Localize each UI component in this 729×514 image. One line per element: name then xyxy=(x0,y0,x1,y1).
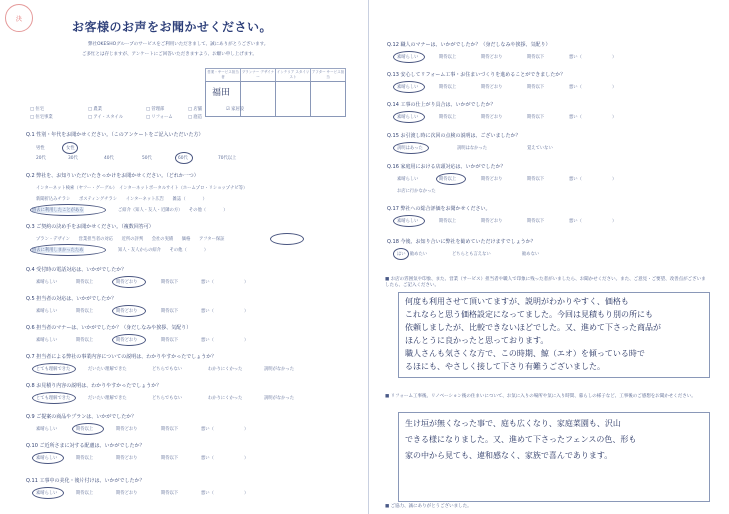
recommend-option[interactable]: 勧めない xyxy=(522,252,540,257)
q16-no-visit[interactable]: お店に行かなかった xyxy=(397,189,436,194)
q1-label: Q.1 性別・年代をお聞かせください。（このアンケートをご記入いただいた方） xyxy=(26,132,204,138)
rating-option[interactable]: 期待以下 xyxy=(161,309,179,314)
rating-option[interactable]: 期待以上 xyxy=(439,177,457,182)
q15-circle xyxy=(393,142,429,154)
category-option[interactable]: □ アイ・スタイル xyxy=(88,115,124,120)
q3-circle xyxy=(270,233,304,245)
q16-circle xyxy=(436,173,466,185)
rating-option[interactable]: 期待以上 xyxy=(76,491,94,496)
rating-option[interactable]: 素晴らしい xyxy=(36,491,58,496)
rating-option[interactable]: 素晴らしい xyxy=(397,219,419,224)
category-option[interactable]: □ 農業 xyxy=(88,107,103,112)
understand-option[interactable]: 説明がなかった xyxy=(264,396,295,401)
rating-option[interactable]: 期待どおり xyxy=(116,427,138,432)
comment1-line: 職人さんも気さくな方で、この時期、鯨（エオ）を傾っている時で xyxy=(405,349,645,358)
rating-option[interactable]: 期待どおり xyxy=(116,456,138,461)
q1-age[interactable]: 50代 xyxy=(142,156,152,161)
rating-option[interactable]: 期待以下 xyxy=(527,55,545,60)
comment1-line: るほにも、やさしく接して下さり有難うございました。 xyxy=(405,362,605,371)
rating-option[interactable]: 期待以下 xyxy=(527,219,545,224)
q8-label: Q.8 お見積り内容の説明は、わかりやすかったでしょうか？ xyxy=(26,383,162,389)
rating-option[interactable]: 悪い（ ） xyxy=(569,85,617,90)
understand-option[interactable]: どちらでもない xyxy=(152,396,183,401)
q2-label: Q.2 弊社を、お知りいただいたきっかけをお聞かせください。（どれか一つ） xyxy=(26,173,199,179)
staff-cell[interactable] xyxy=(275,81,311,117)
rating-option[interactable]: 期待どおり xyxy=(116,309,138,314)
category-option[interactable]: ☑ 家居設 xyxy=(226,107,245,112)
comment1-box[interactable] xyxy=(398,292,710,378)
rating-option[interactable]: 悪い（ ） xyxy=(569,219,617,224)
rating-option[interactable]: 悪い（ ） xyxy=(201,338,249,343)
q14-label: Q.14 工事の仕上がり具合は、いかがでしたか？ xyxy=(387,102,496,108)
staff-cell[interactable] xyxy=(240,81,276,117)
understand-option[interactable]: わかりにくかった xyxy=(208,396,243,401)
comment1-line: ほんとうに良かったと思っております。 xyxy=(405,336,549,345)
table-header: 営業・サービス担当者 xyxy=(205,68,241,82)
rating-option[interactable]: 悪い（ ） xyxy=(569,177,617,182)
rating-option[interactable]: 期待以上 xyxy=(76,456,94,461)
intro-line-2: ご多忙とは存じますが、アンケートにご回答いただきますよう、お願い申し上げます。 xyxy=(82,52,257,57)
explain-option[interactable]: 覚えていない xyxy=(527,146,553,151)
q1-age[interactable]: 70代以上 xyxy=(218,156,237,161)
q4-circle xyxy=(112,276,146,288)
rating-option[interactable]: 悪い（ ） xyxy=(201,280,249,285)
rating-option[interactable]: 悪い（ ） xyxy=(201,427,249,432)
rating-option[interactable]: 期待以上 xyxy=(439,55,457,60)
rating-option[interactable]: 期待以上 xyxy=(439,219,457,224)
q13-label: Q.13 安心してリフォーム工事・お住まいづくりを進めることができましたか？ xyxy=(387,72,566,78)
q2-circle xyxy=(30,204,106,216)
q9-label: Q.9 ご提案の商品やプランは、いかがでしたか？ xyxy=(26,414,137,420)
rating-option[interactable]: 悪い（ ） xyxy=(569,115,617,120)
q6-label: Q.6 担当者のマナーは、いかがでしたか？（身だしなみや挨拶、気配り） xyxy=(26,325,192,331)
rating-option[interactable]: 期待以下 xyxy=(161,427,179,432)
q3-row[interactable]: プラン・デザイン 営業担当者の対応 近所の評判 会社の実績 価格 アフター保証 xyxy=(36,237,225,242)
q17-label: Q.17 弊社への総合評価をお聞かせください。 xyxy=(387,206,491,212)
staff-name-cell[interactable]: 福田 xyxy=(205,81,241,117)
q1-gender-female[interactable]: 女性 xyxy=(66,146,75,151)
comment2-line: 生け垣が無くなった事で、庭も広くなり、家庭菜園も、沢山 xyxy=(405,419,621,428)
rating-option[interactable]: 期待以下 xyxy=(161,456,179,461)
footer-thanks: ■ ご協力、誠にありがとうございました。 xyxy=(385,504,472,509)
rating-option[interactable]: 素晴らしい xyxy=(36,280,58,285)
rating-option[interactable]: 素晴らしい xyxy=(397,55,419,60)
q2-row[interactable]: インターネット検索（ヤフー・グーグル） インターネットポータルサイト（ホームプロ・リショップナビ等） xyxy=(36,186,248,191)
rating-option[interactable]: 期待以上 xyxy=(439,85,457,90)
column-divider xyxy=(368,0,369,514)
q12-circle xyxy=(393,51,425,63)
category-option[interactable]: □ 住宅 xyxy=(30,107,45,112)
rating-option[interactable]: 期待以上 xyxy=(76,338,94,343)
q18-label: Q.18 今後、お知り合いに弊社を勧めていただけますでしょうか？ xyxy=(387,239,536,245)
rating-option[interactable]: 素晴らしい xyxy=(397,177,419,182)
rating-option[interactable]: 期待以下 xyxy=(161,491,179,496)
rating-option[interactable]: 期待どおり xyxy=(116,491,138,496)
q2-row[interactable]: 新聞折込みチラシ ポスティングチラシ インターネット広告 雑誌（ ） xyxy=(36,197,207,202)
intro-line-1: 弊社OKESHOグループのサービスをご利用いただきまして、誠にありがとうございます。 xyxy=(88,42,269,47)
rating-option[interactable]: 期待以上 xyxy=(439,115,457,120)
q5-circle xyxy=(112,305,146,317)
q3-circle-2 xyxy=(30,244,106,256)
explain-option[interactable]: 説明はなかった xyxy=(457,146,488,151)
rating-option[interactable]: 期待以下 xyxy=(161,338,179,343)
understand-option[interactable]: だいたい理解できた xyxy=(88,367,127,372)
q3-selected[interactable]: 過去に利用しまかったため xyxy=(32,248,84,253)
q3-row[interactable]: 知人・友人からの紹介 その他（ ） xyxy=(118,248,209,253)
q13-circle xyxy=(393,81,425,93)
q11-label: Q.11 工事中の美化・後片付けは、いかがでしたか？ xyxy=(26,478,145,484)
rating-option[interactable]: 素晴らしい xyxy=(36,309,58,314)
q1-age[interactable]: 20代 xyxy=(36,156,46,161)
comment2-line: 家の中から見ても、違和感なく、家族で喜んであります。 xyxy=(405,451,613,460)
q12-label: Q.12 職人のマナーは、いかがでしたか？（身だしなみや挨拶、気配り） xyxy=(387,42,551,48)
q14-circle xyxy=(393,111,425,123)
explain-option[interactable]: 説明はあった xyxy=(397,146,423,151)
rating-option[interactable]: 期待どおり xyxy=(481,55,503,60)
rating-option[interactable]: 期待以下 xyxy=(527,115,545,120)
q9-circle xyxy=(72,423,104,435)
q1-gender-male[interactable]: 男性 xyxy=(36,146,45,151)
rating-option[interactable]: 素晴らしい xyxy=(397,85,419,90)
approval-stamp: 決 xyxy=(5,4,33,32)
category-option[interactable]: □ 店舗 xyxy=(188,107,203,112)
rating-option[interactable]: 期待どおり xyxy=(481,177,503,182)
understand-option[interactable]: どちらでもない xyxy=(152,367,183,372)
rating-option[interactable]: 期待以上 xyxy=(76,427,94,432)
comment1-line: これならと思う価格設定になってました。今回は見積もり別の所にも xyxy=(405,310,653,319)
q7-label: Q.7 担当者による弊社の事業内容についての説明は、わかりやすかったでしょうか？ xyxy=(26,354,217,360)
q4-label: Q.4 受付時の電話対応は、いかがでしたか？ xyxy=(26,267,127,273)
category-option[interactable]: □ リフォーム xyxy=(146,115,173,120)
rating-option[interactable]: 素晴らしい xyxy=(36,338,58,343)
q10-circle xyxy=(32,452,64,464)
rating-option[interactable]: 期待以上 xyxy=(76,309,94,314)
q17-circle xyxy=(393,215,425,227)
comment2-line: できる様になりました。又、進めて下さったフェンスの色、形も xyxy=(405,435,637,444)
comment2-box[interactable] xyxy=(398,412,710,502)
comment1-line: 依頼しましたが、比較できないほどでした。又、進めて下さった商品が xyxy=(405,323,661,332)
q1-gender-circle xyxy=(62,142,78,154)
table-header: インテリア スタイリスト xyxy=(275,68,311,82)
rating-option[interactable]: 期待どおり xyxy=(481,115,503,120)
q1-age[interactable]: 40代 xyxy=(104,156,114,161)
q5-label: Q.5 担当者の対応は、いかがでしたか？ xyxy=(26,296,117,302)
q2-row[interactable]: ご紹介（知人・友人・近隣の方） その他（ ） xyxy=(118,208,228,213)
rating-option[interactable]: 素晴らしい xyxy=(397,115,419,120)
rating-option[interactable]: 期待以上 xyxy=(76,280,94,285)
table-header: プランナー デザイナー xyxy=(240,68,276,82)
q6-circle xyxy=(112,334,146,346)
q18-circle xyxy=(393,248,409,260)
q7-circle xyxy=(32,363,76,375)
q16-label: Q.16 家庭用における店頭対応は、いかがでしたか？ xyxy=(387,164,506,170)
understand-option[interactable]: 説明がなかった xyxy=(264,367,295,372)
understand-option[interactable]: とても理解できた xyxy=(36,396,71,401)
q15-label: Q.15 お引渡し時に次回の点検の説明は、ございましたか？ xyxy=(387,133,521,139)
comment2-label: ■ リフォーム工事後、リノベーション後の住まいについて、お気に入りの場所や気に入り時間、暮らしの様子など、工事後のご感想をお聞かせください。 xyxy=(385,394,696,399)
rating-option[interactable]: 期待どおり xyxy=(116,280,138,285)
comment1-label: ■ お店の雰囲気や印象、また、営業（サービス）担当者や職人で印象に残った者がいましたら、お聞かせください。また、ご意見・ご要望、改善点がございましたら、ご記入ください。 xyxy=(385,277,706,288)
rating-option[interactable]: 期待以下 xyxy=(161,280,179,285)
rating-option[interactable]: 期待どおり xyxy=(481,85,503,90)
understand-option[interactable]: わかりにくかった xyxy=(208,367,243,372)
q11-circle xyxy=(32,487,64,499)
q1-age[interactable]: 60代 xyxy=(178,156,188,161)
category-option[interactable]: □ 菅理部 xyxy=(146,107,165,112)
recommend-option[interactable]: どちらとも言えない xyxy=(452,252,491,257)
q3-label: Q.3 ご契約の決め手をお聞かせください。（複数回答可） xyxy=(26,224,154,230)
category-option[interactable]: □ 住宅事業 xyxy=(30,115,53,120)
rating-option[interactable]: 期待以下 xyxy=(527,177,545,182)
rating-option[interactable]: 悪い（ ） xyxy=(569,55,617,60)
category-option[interactable]: □ 庭造 xyxy=(188,115,203,120)
q2-selected[interactable]: 過去に利用したことがある xyxy=(32,208,84,213)
rating-option[interactable]: 素晴らしい xyxy=(36,427,58,432)
rating-option[interactable]: 悪い（ ） xyxy=(201,309,249,314)
understand-option[interactable]: とても理解できた xyxy=(36,367,71,372)
understand-option[interactable]: だいたい理解できた xyxy=(88,396,127,401)
rating-option[interactable]: 悪い（ ） xyxy=(201,491,249,496)
page-title: お客様のお声をお聞かせください。 xyxy=(72,20,273,34)
staff-cell[interactable] xyxy=(310,81,346,117)
rating-option[interactable]: 期待どおり xyxy=(116,338,138,343)
q8-circle xyxy=(32,392,76,404)
comment1-line: 何度も利用させて頂いてますが、説明がわかりやすく、価格も xyxy=(405,297,629,306)
rating-option[interactable]: 期待以下 xyxy=(527,85,545,90)
rating-option[interactable]: 期待どおり xyxy=(481,219,503,224)
table-header: アフター サービス担当 xyxy=(310,68,346,82)
rating-option[interactable]: 素晴らしい xyxy=(36,456,58,461)
q10-label: Q.10 ご近所さまに対する配慮は、いかがでしたか？ xyxy=(26,443,145,449)
recommend-option[interactable]: はい 勧めたい xyxy=(397,252,428,257)
q1-age-circle xyxy=(175,152,193,164)
rating-option[interactable]: 悪い（ ） xyxy=(201,456,249,461)
q1-age[interactable]: 30代 xyxy=(68,156,78,161)
